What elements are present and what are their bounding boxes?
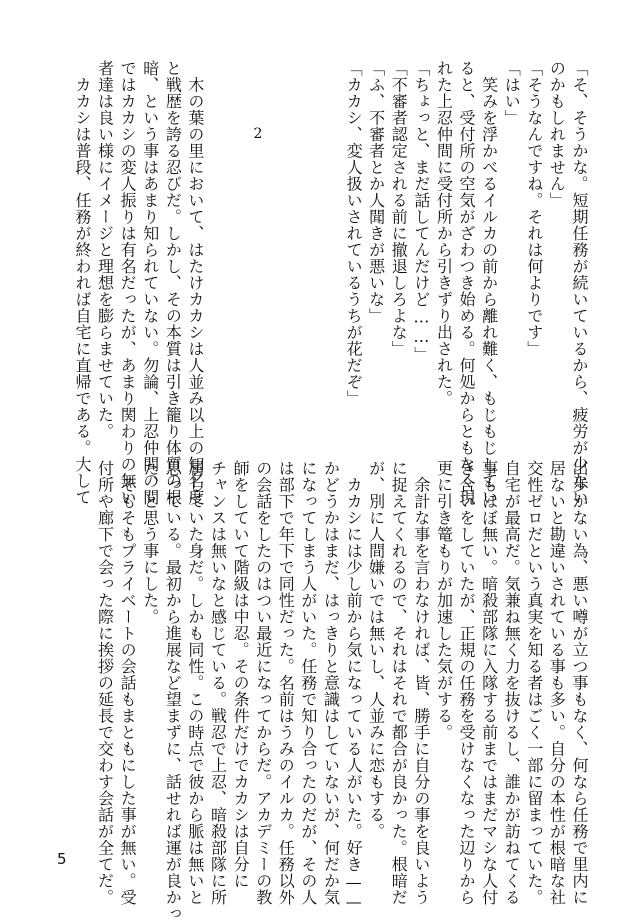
text-line: に捉えてくれるので、それはそれで都合が良かった。根暗だ xyxy=(389,460,409,906)
text-line: と戦歴を誇る忍びだ。しかし、その本質は引き籠り体質の根 xyxy=(163,60,183,506)
text-line: 居ないと勘違いされている事も多い。自分の本性が根暗な社 xyxy=(547,460,567,906)
text-line: ると、受付所の空気がざわつき始める。何処からともなく現 xyxy=(457,60,477,506)
text-line: た、と思う事にした。 xyxy=(140,460,160,625)
text-line: 「はい」 xyxy=(502,60,522,126)
text-line: 者達は良い様にイメージと理想を膨らませていた。 xyxy=(95,60,115,440)
text-line: 「そうなんですね。それは何よりです」 xyxy=(524,60,544,357)
text-line: 「カカシ、変人扱いされているうちが花だぞ」 xyxy=(344,60,364,407)
text-line: れた上忍仲間に受付所から引きずり出された。 xyxy=(434,60,454,407)
text-line: になってしまう人がいた。任務で知り合ったのだが、その人 xyxy=(298,460,318,906)
text-line: 自宅が最高だ。気兼ね無く力を抜けるし、誰かが訪ねてくる xyxy=(502,460,522,906)
text-line: 暗、という事はあまり知られていない。勿論、上忍仲間の間 xyxy=(140,60,160,506)
text-line: 思っている。最初から進展など望まずに、話せれば運が良かっ xyxy=(163,460,183,922)
text-line: の会話をしたのはつい最近になってからだ。アカデミーの教 xyxy=(253,460,273,906)
text-line: カカシは普段、任務が終われば自宅に直帰である。大して xyxy=(72,60,92,506)
text-line: き合いをしていたが、正規の任務を受けなくなった辺りから xyxy=(457,460,477,906)
text-line xyxy=(274,60,297,420)
text-line: 属していた身だ。しかも同性。この時点で彼から脈は無いと xyxy=(185,460,205,906)
text-line: 更に引き篭もりが加速した気がする。 xyxy=(434,460,454,741)
text-line xyxy=(251,60,274,420)
text-line: 師をしていて階級は中忍。その条件だけでカカシは自分に xyxy=(231,460,251,889)
text-line: 交性ゼロだという真実を知る者はごく一部に留まっていた。 xyxy=(524,460,544,906)
text-line: が、別に人間嫌いでは無いし、人並みに恋もする。 xyxy=(366,460,386,840)
text-line: チャンスは無いなと感じている。戦忍で上忍、暗殺部隊に所 xyxy=(208,460,228,906)
page-number: 5 xyxy=(57,850,67,868)
text-line: 「ちょっと、まだ話してんだけど……」 xyxy=(411,60,431,363)
text-line: 木の葉の里において、はたけカカシは人並み以上の知名度 xyxy=(185,60,205,506)
lower-text-block xyxy=(93,460,590,922)
text-line xyxy=(206,60,229,420)
text-line: 「不審者認定される前に撤退しろよな」 xyxy=(389,60,409,357)
chapter-number: 2 xyxy=(253,126,263,142)
text-line: 事もほぼ無い。暗殺部隊に入隊する前まではまだマシな人付 xyxy=(479,460,499,906)
text-line xyxy=(296,60,319,420)
text-line: 「ふ、不審者とか人聞きが悪いな」 xyxy=(366,60,386,324)
text-line: そもそもプライベートの会話もまともにした事が無い。受 xyxy=(118,460,138,906)
text-line: 余計な事を言わなければ、皆、勝手に自分の事を良いよう xyxy=(411,460,431,906)
text-line: 出歩かない為、悪い噂が立つ事もなく、何なら任務で里内に xyxy=(570,460,589,906)
text-line: かどうかはまだ、はっきりと意識はしていないが、何だか気 xyxy=(321,460,341,906)
text-line: ではカカシの変人振りは有名だったが、あまり関わりの無い xyxy=(118,60,138,506)
text-line: は部下で年下で同性だった。名前はうみのイルカ。任務以外 xyxy=(276,460,296,906)
text-line xyxy=(229,60,252,420)
upper-text-block xyxy=(70,60,590,506)
text-line: 付所や廊下で会った際に挨拶の延長で交わす会話が全てだ。 xyxy=(95,460,115,906)
text-line xyxy=(319,60,342,420)
text-line: 「そ、そうかな。短期任務が続いているから、疲労が少ない xyxy=(570,60,589,506)
text-line: のかもしれません」 xyxy=(547,60,567,209)
text-line: カカシには少し前から気になっている人がいた。好き—— xyxy=(344,460,364,912)
text-line: 笑みを浮かべるイルカの前から離れ難く、もじもじしてい xyxy=(479,60,499,506)
